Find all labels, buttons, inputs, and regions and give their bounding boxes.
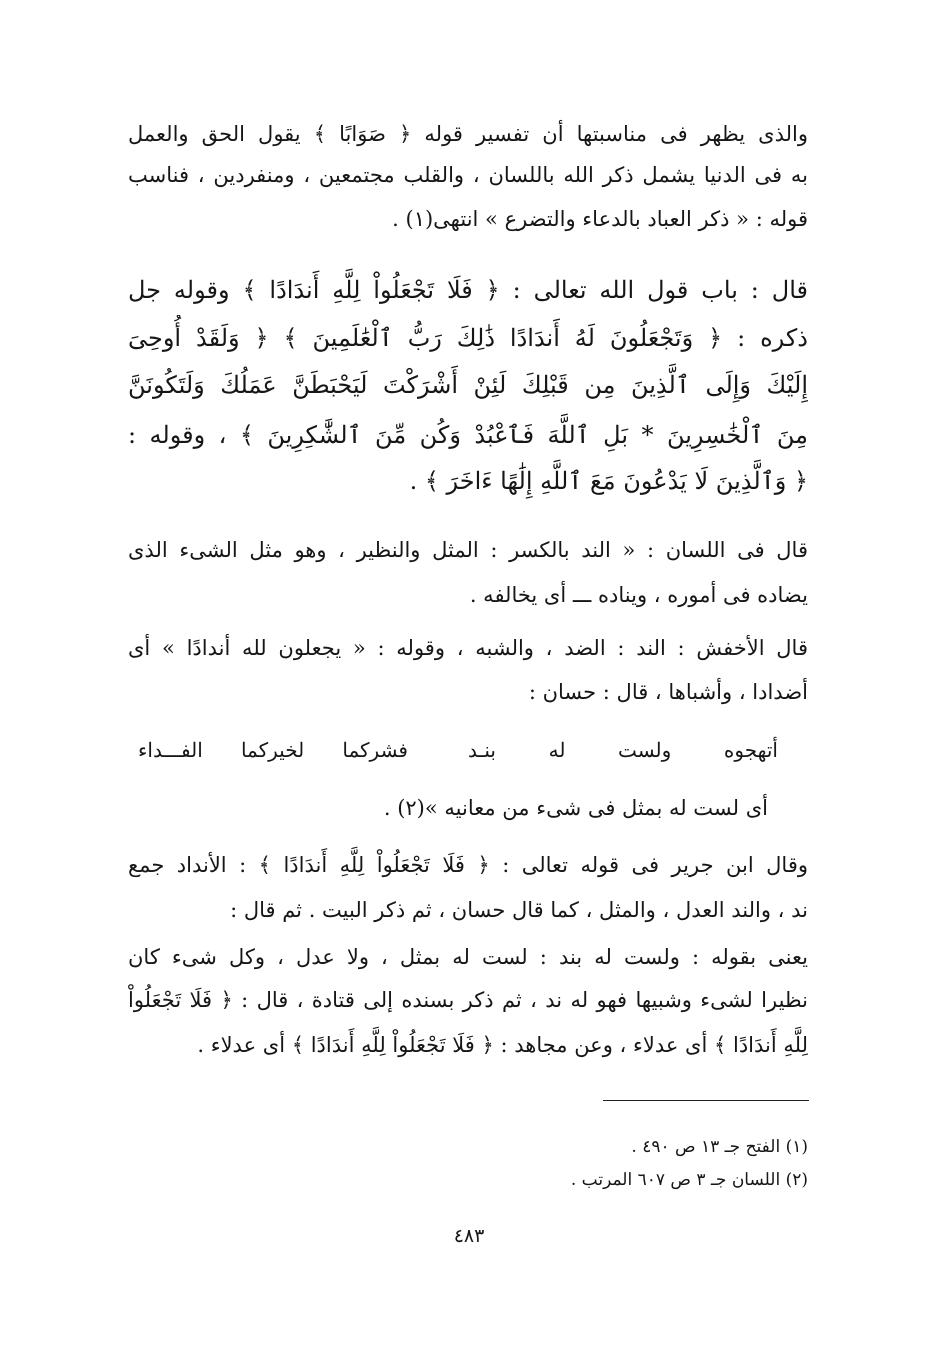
- paragraph-7-line-2: نظيرا لشىء وشبيها فهو له ند ، ثم ذكر بسنده إلى قتادة ، قال : ﴿ فَلَا تَجْعَلُواْ: [128, 988, 808, 1012]
- footnote-1: (١) الفتح جـ ١٣ ص ٤٩٠ .: [631, 1137, 808, 1157]
- paragraph-3-line-1: قال فى اللسان : « الند بالكسر : المثل والنظير ، وهو مثل الشىء الذى: [128, 538, 808, 562]
- paragraph-1-line-2: به فى الدنيا يشمل ذكر الله باللسان ، والقلب مجتمعين ، ومنفردين ، فناسب: [128, 163, 808, 187]
- paragraph-6-line-1: وقال ابن جرير فى قوله تعالى : ﴿ فَلَا تَجْعَلُواْ لِلَّهِ أَندَادًا ﴾ : الأنداد جمع: [128, 853, 808, 877]
- page-number: ٤٨٣: [453, 1225, 485, 1247]
- paragraph-7-line-1: يعنى بقوله : ولست له بند : لست له بمثل ، ولا عدل ، وكل شىء كان: [128, 945, 808, 969]
- paragraph-4-line-1: قال الأخفش : الند : الضد ، والشبه ، وقوله : « يجعلون لله أندادًا » أى: [128, 636, 808, 660]
- verse-second-hemistich: فشركما لخيركما الفـــداء: [138, 738, 408, 762]
- paragraph-3-line-2: يضاده فى أموره ، ويناده ـــ أى يخالفه .: [469, 583, 808, 607]
- footnote-2: (٢) اللسان جـ ٣ ص ٦٠٧ المرتب .: [570, 1170, 808, 1190]
- paragraph-7-line-3: لِلَّهِ أَندَادًا ﴾ أى عدلاء ، وعن مجاهد : ﴿ فَلَا تَجْعَلُواْ لِلَّهِ أَندَادًا ﴾ أى عدلاء .: [197, 1033, 808, 1057]
- paragraph-1-line-1: والذى يظهر فى مناسبتها أن تفسير قوله ﴿ صَوَابًا ﴾ يقول الحق والعمل: [128, 122, 808, 146]
- paragraph-2-line-4: مِنَ ٱلْخَٰسِرِينَ * بَلِ ٱللَّهَ فَٱعْبُدْ وَكُن مِّنَ ٱلشَّٰكِرِينَ ﴾ ، وقوله :: [128, 421, 808, 449]
- paragraph-5-line-1: أى لست له بمثل فى شىء من معانيه »(٢) .: [383, 796, 768, 820]
- paragraph-4-line-2: أضدادا ، وأشباها ، قال : حسان :: [528, 680, 808, 704]
- paragraph-2-line-1: قال : باب قول الله تعالى : ﴿ فَلَا تَجْعَلُواْ لِلَّهِ أَندَادًا ﴾ وقوله جل: [128, 276, 808, 304]
- footnote-separator: [603, 1100, 809, 1101]
- paragraph-2-line-3: إِلَيْكَ وَإِلَى ٱلَّذِينَ مِن قَبْلِكَ لَئِنْ أَشْرَكْتَ لَيَحْبَطَنَّ عَمَلُكَ وَلَتَكُونَنَّ: [128, 371, 808, 399]
- paragraph-2-line-2: ذكره : ﴿ وَتَجْعَلُونَ لَهُ أَندَادًا ذَٰلِكَ رَبُّ ٱلْعَٰلَمِينَ ﴾ ﴿ وَلَقَدْ أُوحِىَ: [128, 324, 808, 352]
- paragraph-6-line-2: ند ، والند العدل ، والمثل ، كما قال حسان ، ثم ذكر البيت . ثم قال :: [230, 898, 808, 922]
- paragraph-1-line-3: قوله : « ذكر العباد بالدعاء والتضرع » انتهى(١) .: [392, 207, 808, 231]
- poem-verse: [138, 730, 778, 770]
- paragraph-2-line-5: ﴿ وَٱلَّذِينَ لَا يَدْعُونَ مَعَ ٱللَّهِ إِلَٰهًا ءَاخَرَ ﴾ .: [409, 467, 808, 495]
- verse-first-hemistich: أتهجوه ولست له بنـد: [468, 738, 778, 762]
